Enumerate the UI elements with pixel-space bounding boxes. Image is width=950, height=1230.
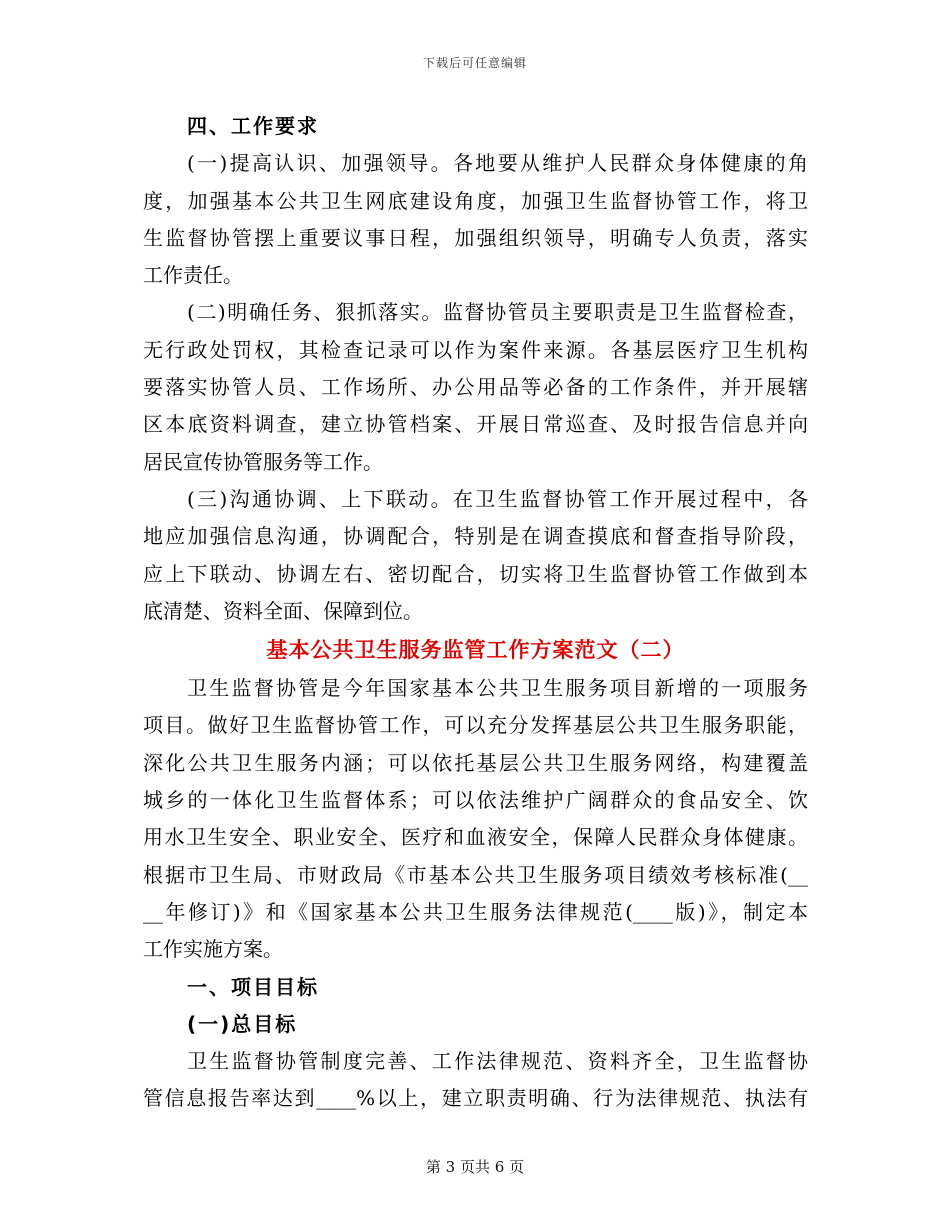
document-body <box>143 108 808 1118</box>
paragraph-line: 用水卫生安全、职业安全、医疗和血液安全，保障人民群众身体健康。 <box>143 825 808 850</box>
page-footer: 第 3 页共 6 页 <box>425 1158 525 1176</box>
subsection-heading-overall-goal: (一)总目标 <box>187 1011 298 1036</box>
paragraph-line: 度，加强基本公共卫生网底建设角度，加强卫生监督协管工作，将卫 <box>143 188 808 213</box>
paragraph-line: 区本底资料调查，建立协管档案、开展日常巡查、及时报告信息并向 <box>143 412 808 437</box>
paragraph-line: 根据市卫生局、市财政局《市基本公共卫生服务项目绩效考核标准(__ <box>143 862 808 887</box>
paragraph-line: __年修订)》和《国家基本公共卫生服务法律规范(____版)》，制定本 <box>143 899 808 924</box>
paragraph-line: (三)沟通协调、上下联动。在卫生监督协管工作开展过程中，各 <box>187 486 808 511</box>
page-header: 下载后可任意编辑 <box>422 56 527 70</box>
paragraph-line: 要落实协管人员、工作场所、办公用品等必备的工作条件，并开展辖 <box>143 375 808 400</box>
paragraph-line: 管信息报告率达到____%以上，建立职责明确、行为法律规范、执法有 <box>143 1086 808 1111</box>
paragraph-line: 项目。做好卫生监督协管工作，可以充分发挥基层公共卫生服务职能， <box>143 713 808 738</box>
paragraph-line: 卫生监督协管制度完善、工作法律规范、资料齐全，卫生监督协 <box>187 1049 808 1074</box>
document-title: 基本公共卫生服务监管工作方案范文（二） <box>266 638 685 663</box>
paragraph-line: 工作责任。 <box>143 263 243 288</box>
paragraph-line: 居民宣传协管服务等工作。 <box>143 449 383 474</box>
section-heading-work-requirements: 四、工作要求 <box>187 114 319 138</box>
paragraph-line: 地应加强信息沟通，协调配合，特别是在调查摸底和督查指导阶段， <box>143 524 808 549</box>
paragraph-line: 应上下联动、协调左右、密切配合，切实将卫生监督协管工作做到本 <box>143 561 808 586</box>
paragraph-line: 卫生监督协管是今年国家基本公共卫生服务项目新增的一项服务 <box>187 676 808 701</box>
paragraph-line: (二)明确任务、狠抓落实。监督协管员主要职责是卫生监督检查， <box>187 300 808 325</box>
section-heading-project-goals: 一、项目目标 <box>187 974 319 999</box>
paragraph-line: 底清楚、资料全面、保障到位。 <box>143 598 423 623</box>
paragraph-line: 生监督协管摆上重要议事日程，加强组织领导，明确专人负责，落实 <box>143 225 808 250</box>
paragraph-line: 城乡的一体化卫生监督体系；可以依法维护广阔群众的食品安全、饮 <box>143 788 808 813</box>
paragraph-line: 深化公共卫生服务内涵；可以依托基层公共卫生服务网络，构建覆盖 <box>143 750 808 775</box>
paragraph-line: (一)提高认识、加强领导。各地要从维护人民群众身体健康的角 <box>187 151 808 176</box>
paragraph-line: 无行政处罚权，其检查记录可以作为案件来源。各基层医疗卫生机构 <box>143 337 808 362</box>
paragraph-line: 工作实施方案。 <box>143 937 283 962</box>
